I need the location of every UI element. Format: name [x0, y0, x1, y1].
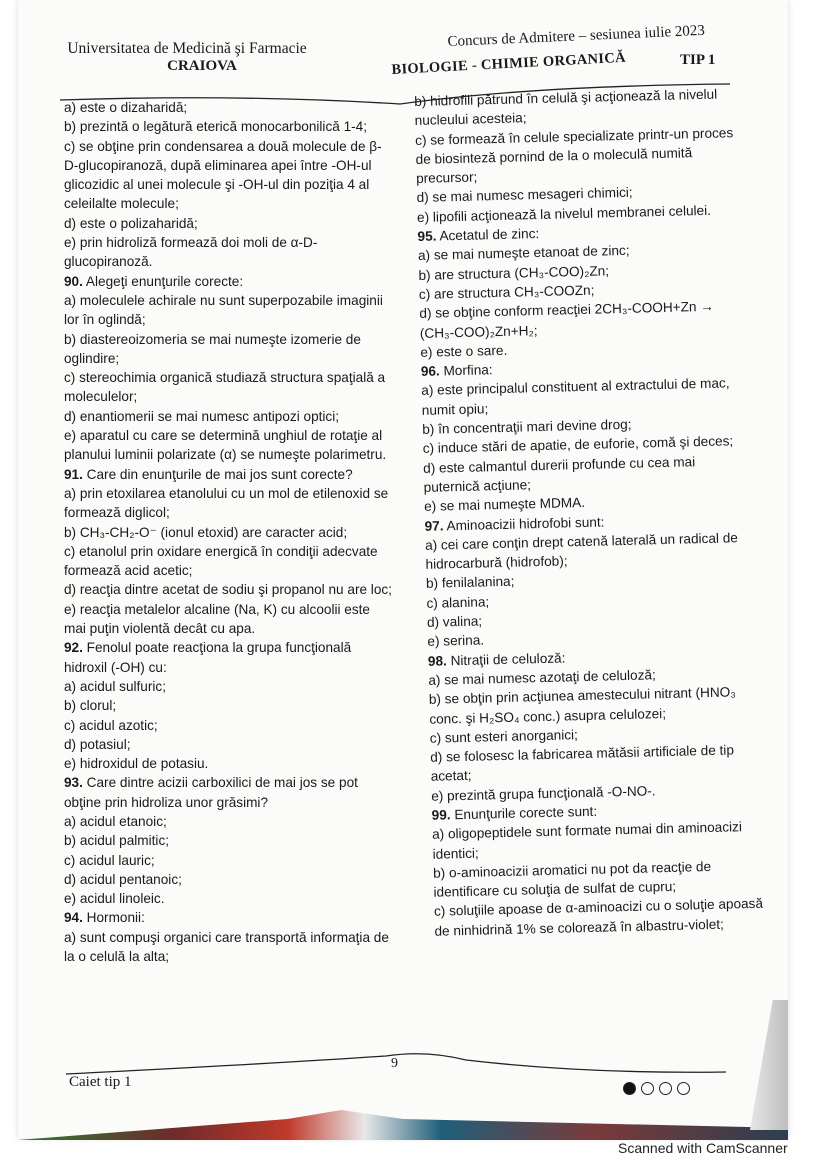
question-number: 90.	[64, 273, 83, 289]
item-text: d) se obţine conform reacţiei 2CH₃-COOH+Zn → (CH₃-COO)₂Zn+H₂;	[419, 299, 715, 341]
item-text: b) fenilalanina;	[425, 574, 515, 592]
question-stem	[64, 773, 394, 812]
answer-option	[64, 330, 394, 369]
item-text: d) se folosesc la fabricarea mătăsii artificiale de tip acetat;	[430, 742, 735, 785]
answer-option	[64, 735, 394, 754]
item-text: a) oligopeptidele sunt formate numai din aminoacizi identici;	[431, 819, 743, 862]
question-number: 95.	[417, 228, 437, 245]
answer-option	[64, 426, 394, 465]
question-stem	[64, 272, 394, 291]
right-column	[414, 84, 765, 941]
question-number: 93.	[64, 775, 83, 791]
item-text: Care dintre acizii carboxilici de mai jos se pot obţine prin hidroliza unor grăsimi?	[64, 775, 358, 810]
item-text: e) prin hidroliză formează doi moli de α-D-glucopiranoză.	[64, 235, 318, 270]
question-stem	[64, 465, 394, 484]
item-text: d) acidul pentanoic;	[64, 871, 182, 887]
item-text: b) prezintă o legătură eterică monocarbonilică 1-4;	[64, 119, 368, 135]
question-number: 96.	[420, 363, 440, 380]
item-text: e) hidroxidul de potasiu.	[64, 756, 209, 772]
item-text: c) etanolul prin oxidare energică în condiţii adecvate formează acid acetic;	[64, 543, 378, 579]
item-text: Nitraţii de celuloză:	[446, 650, 566, 668]
item-text: b) o-aminoacizii aromatici nu pot da reacţie de identificare cu soluţia de sulfat de cupru;	[432, 858, 712, 900]
answer-option	[64, 870, 394, 889]
question-number: 97.	[424, 517, 444, 534]
item-text: a) sunt compuşi organici care transportă informaţia de la o celulă la alta;	[64, 929, 389, 965]
item-text: b) acidul palmitic;	[64, 833, 170, 849]
item-text: Enunţurile corecte sunt:	[450, 803, 598, 823]
answer-option	[64, 580, 394, 599]
answer-option	[64, 716, 394, 735]
item-text: d) se mai numesc mesageri chimici;	[416, 185, 633, 206]
item-text: a) cei care conţin drept catenă laterală un radical de hidrocarbură (hidrofob);	[424, 530, 739, 572]
item-text: b) clorul;	[64, 698, 117, 714]
item-text: Fenolul poate reacţiona la grupa funcţională hidroxil (-OH) cu:	[64, 640, 352, 675]
question-number: 99.	[431, 807, 451, 823]
answer-option	[415, 123, 746, 189]
item-text: a) moleculele achirale nu sunt superpozabile imaginii lor în oglindă;	[64, 292, 383, 328]
answer-option	[64, 889, 394, 908]
item-text: e) serina.	[427, 632, 485, 650]
empty-circle-icon	[641, 1082, 654, 1095]
item-text: b) CH₃-CH₂-O⁻ (ionul etoxid) are caracter acid;	[64, 524, 348, 540]
answer-option	[64, 696, 394, 715]
item-text: a) este o dizaharidă;	[64, 100, 188, 115]
item-text: Aminoacizii hidrofobi sunt:	[443, 514, 605, 533]
item-text: Hormonii:	[82, 910, 145, 926]
answer-option	[64, 928, 394, 967]
item-text: c) acidul azotic;	[64, 717, 158, 733]
answer-option	[64, 754, 394, 773]
item-text: d) enantiomerii se mai numesc antipozi optici;	[64, 408, 340, 424]
item-text: e) reacţia metalelor alcaline (Na, K) cu alcoolii este mai puţin violentă decât cu apa.	[64, 601, 370, 637]
item-text: a) prin etoxilarea etanolului cu un mol de etilenoxid se formează diglicol;	[64, 485, 389, 521]
item-text: c) se formează în celule specializate printr-un proces de biosinteză pornind de la o moleculă numită precursor;	[414, 124, 734, 187]
item-text: Alegeţi enunţurile corecte:	[82, 273, 244, 289]
answer-option	[64, 851, 394, 870]
item-text: c) stereochimia organică studiază structura spaţială a moleculelor;	[64, 370, 386, 405]
exam-subject: BIOLOGIE - CHIMIE ORGANICĂ	[391, 49, 627, 79]
question-number: 94.	[64, 910, 83, 926]
page-number: 9	[391, 1056, 398, 1071]
item-text: e) se mai numeşte MDMA.	[423, 495, 586, 515]
answer-option	[64, 233, 394, 272]
item-text: a) se mai numeşte etanoat de zinc;	[417, 243, 630, 264]
item-text: e) lipofili acţionează la nivelul membranei celulei.	[416, 202, 712, 225]
item-text: d) valina;	[426, 613, 483, 630]
question-stem	[64, 638, 394, 677]
item-text: d) potasiul;	[64, 736, 131, 752]
answer-option	[64, 812, 394, 831]
item-text: b) diastereoizomeria se mai numeşte izomerie de oglindire;	[64, 331, 361, 366]
item-text: a) acidul sulfuric;	[64, 678, 166, 694]
answer-option	[64, 484, 394, 523]
answer-option	[64, 368, 394, 407]
item-text: d) este o polizaharidă;	[64, 215, 198, 231]
item-text: b) în concentraţii mari devine drog;	[422, 416, 632, 437]
booklet-label: Caiet tip 1	[69, 1074, 132, 1090]
question-stem	[64, 908, 394, 927]
answer-option	[64, 407, 394, 426]
booklet-type-indicator	[623, 1082, 690, 1095]
answer-option	[434, 894, 765, 941]
answer-option	[64, 831, 394, 850]
empty-circle-icon	[677, 1082, 690, 1095]
answer-option	[64, 137, 394, 214]
item-text: Care din enunţurile de mai jos sunt corecte?	[82, 466, 353, 482]
exam-title: Concurs de Admitere – sesiunea iulie 2023	[447, 22, 706, 51]
item-text: b) se obţin prin acţiunea amestecului nitrant (HNO₃ conc. şi H₂SO₄ conc.) asupra celulozei;	[428, 684, 736, 727]
item-text: d) reacţia dintre acetat de sodiu şi propanol nu are loc;	[64, 582, 392, 598]
question-number: 91.	[64, 466, 83, 482]
answer-option	[64, 523, 394, 542]
exam-type: TIP 1	[680, 52, 716, 68]
answer-option	[64, 291, 394, 330]
answer-option	[64, 542, 394, 581]
item-text: Acetatul de zinc:	[436, 226, 540, 244]
item-text: Morfina:	[439, 362, 493, 379]
item-text: c) se obţine prin condensarea a două molecule de β-D-glucopiranoză, după eliminarea apei între -OH-ul glicozidic al unei molecule şi -OH-ul din poziţia 4 al celeilalte molecule;	[64, 138, 382, 212]
item-text: b) hidrofili pătrund în celulă şi acţionează la nivelul nucleului acesteia;	[414, 86, 718, 129]
item-text: a) acidul etanoic;	[64, 813, 167, 829]
question-number: 98.	[427, 652, 447, 669]
item-text: b) are structura (CH₃-COO)₂Zn;	[418, 262, 610, 283]
header-institution	[62, 40, 312, 75]
item-text: a) se mai numesc azotaţi de celuloză;	[428, 667, 656, 688]
item-text: e) aparatul cu care se determină unghiul de rotaţie al planului luminii polarizate (α) se numeşte polarimetru.	[64, 428, 387, 463]
answer-option	[64, 600, 394, 639]
item-text: c) are structura CH₃-COOZn;	[418, 282, 595, 302]
answer-option	[64, 117, 394, 136]
left-column	[64, 98, 394, 966]
item-text: c) sunt esteri anorganici;	[429, 726, 579, 746]
item-text: a) este principalul constituent al extractului de mac, numit opiu;	[421, 375, 730, 418]
item-text: e) acidul linoleic.	[64, 891, 165, 907]
answer-option	[64, 214, 394, 233]
item-text: c) soluţiile apoase de α-aminoacizi cu o soluţie apoasă de ninhidrină 1% se colorează în albastru-violet;	[433, 896, 764, 939]
answer-option	[64, 677, 394, 696]
item-text: c) acidul lauric;	[64, 852, 155, 868]
university-name: Universitatea de Medicină şi Farmacie	[67, 40, 307, 57]
answer-option	[64, 98, 394, 117]
item-text: e) este o sare.	[420, 342, 508, 360]
question-number: 92.	[64, 640, 83, 656]
item-text: d) este calmantul durerii profunde cu cea mai puternică acţiune;	[423, 453, 696, 495]
item-text: c) induce stări de apatie, de euforie, comă şi deces;	[422, 433, 734, 457]
empty-circle-icon	[659, 1082, 672, 1095]
university-city: CRAIOVA	[167, 58, 237, 74]
item-text: e) prezintă grupa funcţională -O-NO-.	[431, 782, 656, 804]
item-text: c) alanina;	[426, 594, 490, 611]
scanner-watermark: Scanned with CamScanner	[618, 1140, 788, 1156]
filled-circle-icon	[623, 1082, 636, 1095]
